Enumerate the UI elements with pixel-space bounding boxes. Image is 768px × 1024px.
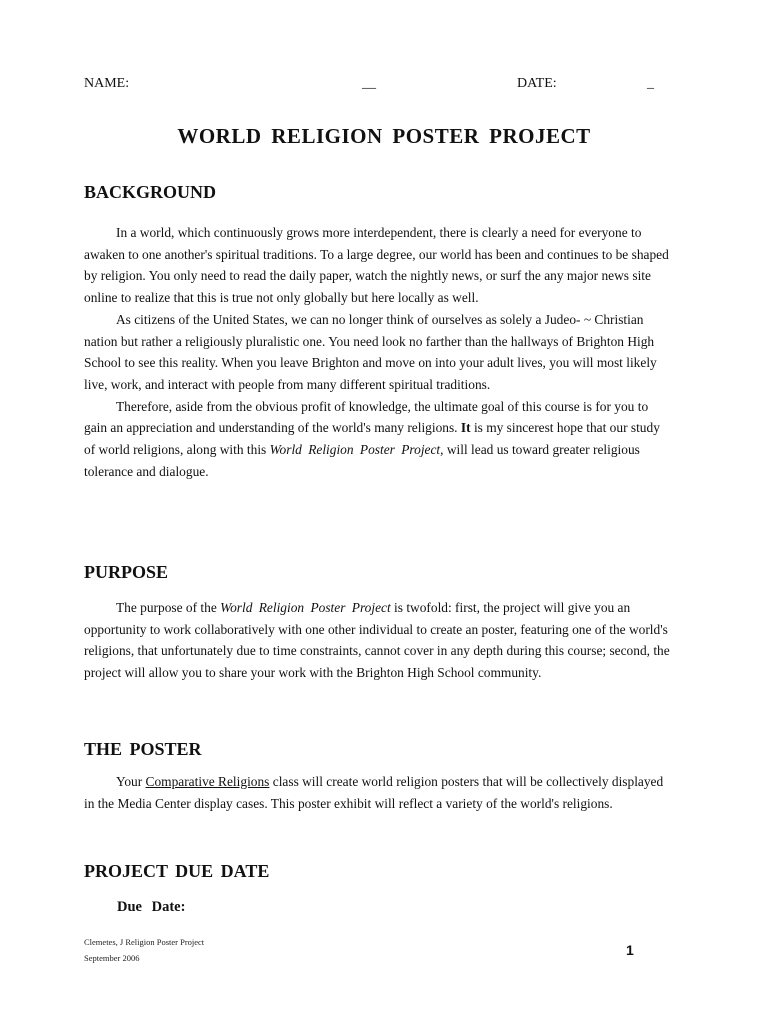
background-paragraph-2: As citizens of the United States, we can no longer think of ourselves as solely a Judeo- ~ Christian nation but rather a religiously pluralistic one. You need look no farther than the hallways of Brighton High School to see this reality. When you leave Brighton and move on into your adult lives, you will most likely live, work, and interact with people from many different spiritual traditions. xyxy=(84,311,657,392)
purpose-text-1: The purpose of the xyxy=(116,600,217,615)
background-section xyxy=(84,222,674,482)
due-date-heading: PROJECT DUE DATE xyxy=(84,861,270,881)
date-label: DATE: xyxy=(517,76,557,91)
background-p3-text-1: Therefore, aside from the obvious profit of knowledge, the ultimate goal of this course is for you to gain an appreciation and understanding of the world's many religions. xyxy=(84,398,649,436)
purpose-paragraph xyxy=(84,597,674,684)
background-p3-it: It xyxy=(460,420,471,436)
background-p3-text-3: will lead us toward greater religious tolerance and dialogue. xyxy=(84,442,640,479)
purpose-section xyxy=(84,597,674,684)
background-paragraph-3 xyxy=(84,396,674,483)
poster-class-name: Comparative Religions xyxy=(145,774,270,789)
poster-text-1: Your xyxy=(116,774,143,789)
header-row xyxy=(84,76,684,96)
background-paragraph-1: In a world, which continuously grows more interdependent, there is clearly a need for everyone to awaken to one another's spiritual traditions. To a large degree, our world has been and continues to be shaped by religion. You only need to read the daily paper, watch the nightly news, or surf the any major news site online to realize that this is true not only globally but here locally as well. xyxy=(84,225,669,306)
footer-line-1: Clemetes, J Religion Poster Project xyxy=(84,937,205,947)
background-p3-text-2: is my sincerest hope that our study of world religions, along with this xyxy=(84,420,660,458)
poster-section xyxy=(84,771,674,814)
background-p3-project-title: World Religion Poster Project, xyxy=(269,442,444,458)
page-number: 1 xyxy=(626,942,634,958)
poster-text-2: class will create world religion posters that will be collectively displayed in the Media Center display cases. This poster exhibit will reflect a variety of the world's religions. xyxy=(84,774,664,811)
name-blank: __ xyxy=(362,76,376,91)
purpose-text-2: is twofold: first, the project will give you an opportunity to work collaboratively with one other individual to create an poster, featuring one of the world's religions, that unfortunately due to time constraints, cannot cover in any depth during this course; second, the project will allow you to share your work with the Brighton High School community. xyxy=(84,600,670,681)
background-heading: BACKGROUND xyxy=(84,182,217,202)
name-label: NAME: xyxy=(84,76,130,91)
due-date-label: Due Date: xyxy=(117,899,186,915)
purpose-project-title: World Religion Poster Project xyxy=(220,600,391,615)
purpose-heading: PURPOSE xyxy=(84,562,169,582)
poster-heading: THE POSTER xyxy=(84,739,202,759)
page-footer xyxy=(84,934,204,966)
document-title: WORLD RELIGION POSTER PROJECT xyxy=(177,124,591,148)
footer-line-2: September 2006 xyxy=(84,953,140,963)
poster-paragraph xyxy=(84,771,674,814)
date-blank: _ xyxy=(647,76,654,91)
